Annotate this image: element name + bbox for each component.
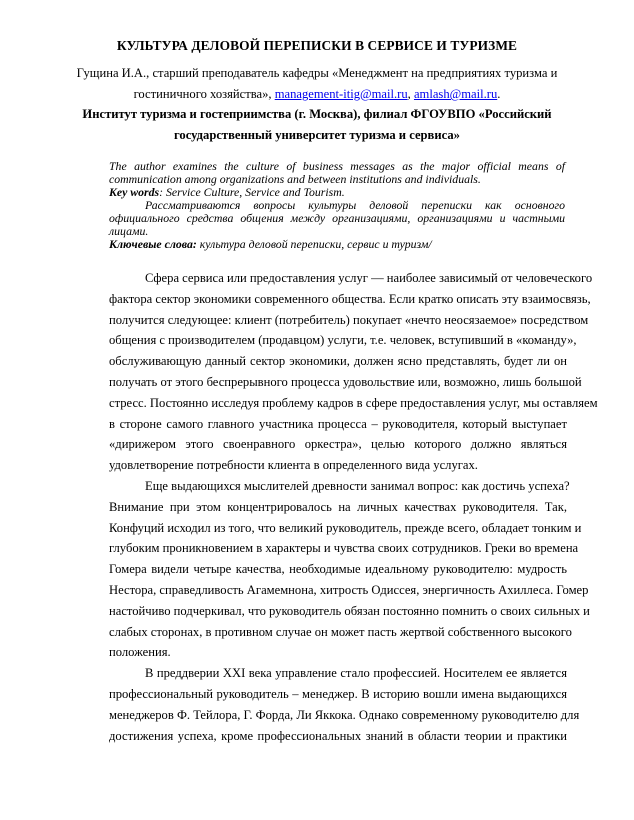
body-line: общения с производителем (продавцом) услуги, т.е. человек, вступивший в «команду», <box>109 333 577 348</box>
author-line-1: Гущина И.А., старший преподаватель кафедры «Менеджмент на предприятиях туризма и <box>76 66 558 80</box>
body-line: в стороне самого главного участника процесса – руководителя, который выступает <box>109 416 567 431</box>
body-text <box>109 268 598 746</box>
abstract-ru-line-2: официального средства общения между организациями, организациями и частными <box>109 211 565 225</box>
body-line: обслуживающую данный сектор экономики, должен ясно представлять, будет ли он <box>109 354 567 369</box>
institute-line-1: Институт туризма и гостеприимства (г. Москва), филиал ФГОУВПО «Российский <box>82 107 552 121</box>
body-line: Нестора, справедливость Агамемнона, хитрость Одиссея, энергичность Ахиллеса. Гомер <box>109 582 589 597</box>
keywords-en-text: : Service Culture, Service and Tourism. <box>159 185 345 199</box>
author-affiliation-text: гостиничного хозяйства», <box>133 87 275 101</box>
body-line: В преддверии XXI века управление стало профессией. Носителем ее является <box>145 666 567 681</box>
abstract-ru-line-3: лицами. <box>109 224 149 238</box>
abstract-ru-line-1: Рассматриваются вопросы культуры деловой переписки как основного <box>145 198 565 212</box>
body-line: настойчиво подчеркивал, что руководитель обязан постоянно помнить о своих сильных и <box>109 603 590 618</box>
email-separator: , <box>407 87 414 101</box>
author-line-end: . <box>497 87 501 101</box>
body-line: менеджеров Ф. Тейлора, Г. Форда, Ли Яккока. Однако современному руководителю для <box>109 707 580 722</box>
institute-line-2: государственный университет туризма и сервиса» <box>174 128 460 142</box>
body-line: Еще выдающихся мыслителей древности занимал вопрос: как достичь успеха? <box>145 478 570 493</box>
email-link-amlash[interactable]: amlash@mail.ru <box>413 87 498 101</box>
body-line: Конфуций исходил из того, что великий руководитель, прежде всего, обладает тонким и <box>109 520 582 535</box>
body-line: положения. <box>109 645 171 660</box>
body-line: «дирижером этого своенравного оркестра», целью которого должно являться <box>109 437 567 452</box>
email-link-management[interactable]: management-itig@mail.ru <box>274 87 408 101</box>
body-line: фактора сектор экономики современного общества. Если кратко описать эту взаимосвязь, <box>109 291 591 306</box>
body-line: получать от этого беспрерывного процесса удовольствие или, возможно, лишь большой <box>109 374 582 389</box>
body-line: Сфера сервиса или предоставления услуг — наиболее зависимый от человеческого <box>145 271 593 285</box>
keywords-ru <box>109 238 565 251</box>
body-line: Внимание при этом концентрировалось на личных качествах руководителя. Так, <box>109 499 567 514</box>
body-line: слабых сторонах, в противном случае он может пасть жертвой собственного высокого <box>109 624 572 639</box>
keywords-en-label: Key words <box>109 185 160 199</box>
keywords-ru-text: культура деловой переписки, сервис и туризм/ <box>196 237 432 251</box>
body-line: достижения успеха, кроме профессиональных знаний в области теории и практики <box>109 728 567 743</box>
body-line: Гомера видели четыре качества, необходимые идеальному руководителю: мудрость <box>109 562 567 577</box>
abstract-en-line-1: The author examines the culture of business messages as the major official means of <box>109 159 565 173</box>
abstract <box>109 160 565 251</box>
abstract-en-line-2: communication among organizations and between institutions and individuals. <box>109 172 481 186</box>
body-line: получится следующее: клиент (потребитель) покупает «нечто неосязаемое» посредством <box>109 312 589 327</box>
author-line-2 <box>0 87 634 102</box>
keywords-ru-label: Ключевые слова: <box>109 237 197 251</box>
paper-title: КУЛЬТУРА ДЕЛОВОЙ ПЕРЕПИСКИ В СЕРВИСЕ И ТУРИЗМЕ <box>116 38 518 53</box>
body-line: удовлетворение потребности клиента в определенного вида услугах. <box>109 458 478 473</box>
body-line: стресс. Постоянно исследуя проблему кадров в сфере предоставления услуг, мы оставляем <box>109 395 598 410</box>
body-line: глубоким проникновением в характеры и чувства своих сотрудников. Греки во времена <box>109 541 579 556</box>
body-line: профессиональный руководитель – менеджер. В историю вошли имена выдающихся <box>109 686 567 701</box>
